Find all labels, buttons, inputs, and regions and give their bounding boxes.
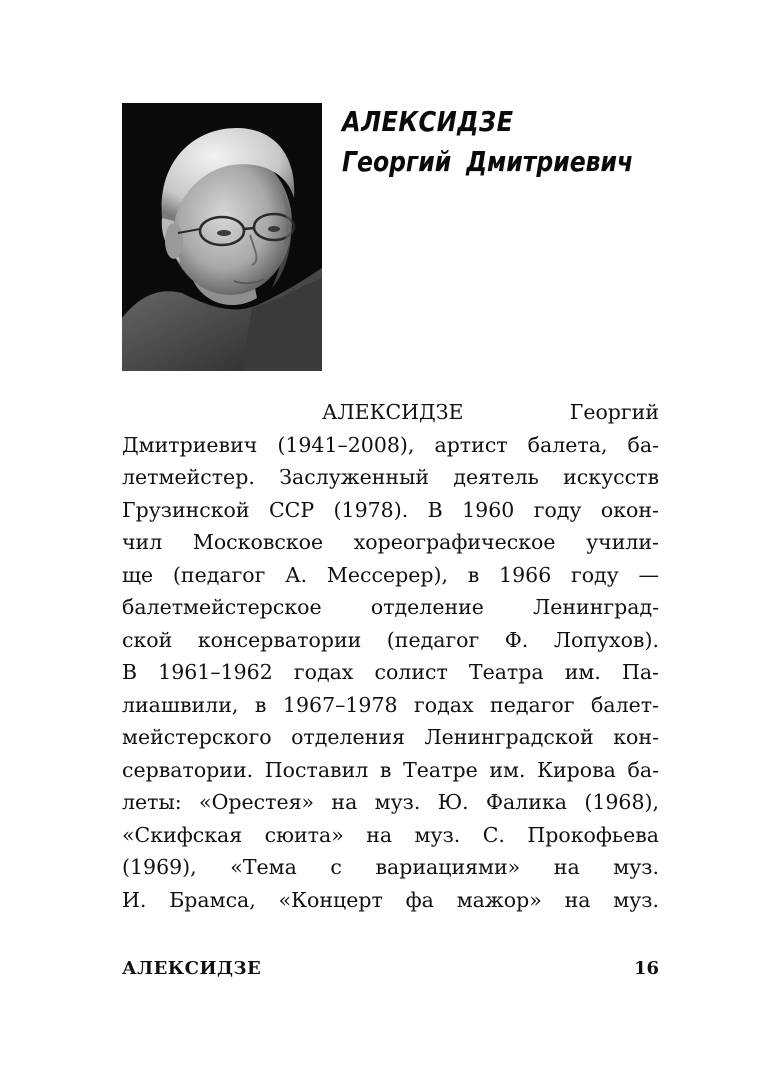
- article-line: лиашвили, в 1967–1978 годах педагог балет-: [122, 692, 659, 717]
- article-body: [122, 396, 659, 916]
- page-number: 16: [633, 958, 659, 979]
- article-line: И. Брамса, «Концерт фа мажор» на муз.: [122, 887, 659, 912]
- heading-given-names: Георгий Дмитриевич: [342, 145, 634, 178]
- article-line: АЛЕКСИДЗЕ Георгий: [322, 400, 659, 424]
- entry-heading: [342, 102, 742, 182]
- article-line: балетмейстерское отделение Ленинград-: [122, 595, 659, 619]
- portrait-photo-icon: [122, 103, 322, 371]
- running-head: АЛЕКСИДЗЕ: [122, 958, 262, 979]
- article-line: В 1961–1962 годах солист Театра им. Па-: [122, 660, 659, 684]
- article-line: ще (педагог А. Мессерер), в 1966 году —: [122, 562, 659, 587]
- article-line: Грузинской ССР (1978). В 1960 году окон-: [122, 497, 659, 522]
- article-line: серватории. Поставил в Театре им. Кирова ба-: [122, 757, 659, 782]
- article-line: «Скифская сюита» на муз. С. Прокофьева: [122, 822, 659, 847]
- article-line: мейстерского отделения Ленинградской кон-: [122, 725, 659, 749]
- article-line: летмейстер. Заслуженный деятель искусств: [122, 465, 659, 489]
- article-line: леты: «Орестея» на муз. Ю. Фалика (1968),: [122, 790, 659, 814]
- article-line: чил Московское хореографическое учили-: [122, 530, 659, 554]
- article-line: (1969), «Тема с вариациями» на муз.: [122, 855, 659, 879]
- heading-surname: АЛЕКСИДЗЕ: [342, 105, 514, 138]
- article-line: Дмитриевич (1941–2008), артист балета, ба-: [122, 432, 659, 457]
- article-line: ской консерватории (педагог Ф. Лопухов).: [122, 627, 659, 652]
- portrait-photo: [122, 103, 322, 371]
